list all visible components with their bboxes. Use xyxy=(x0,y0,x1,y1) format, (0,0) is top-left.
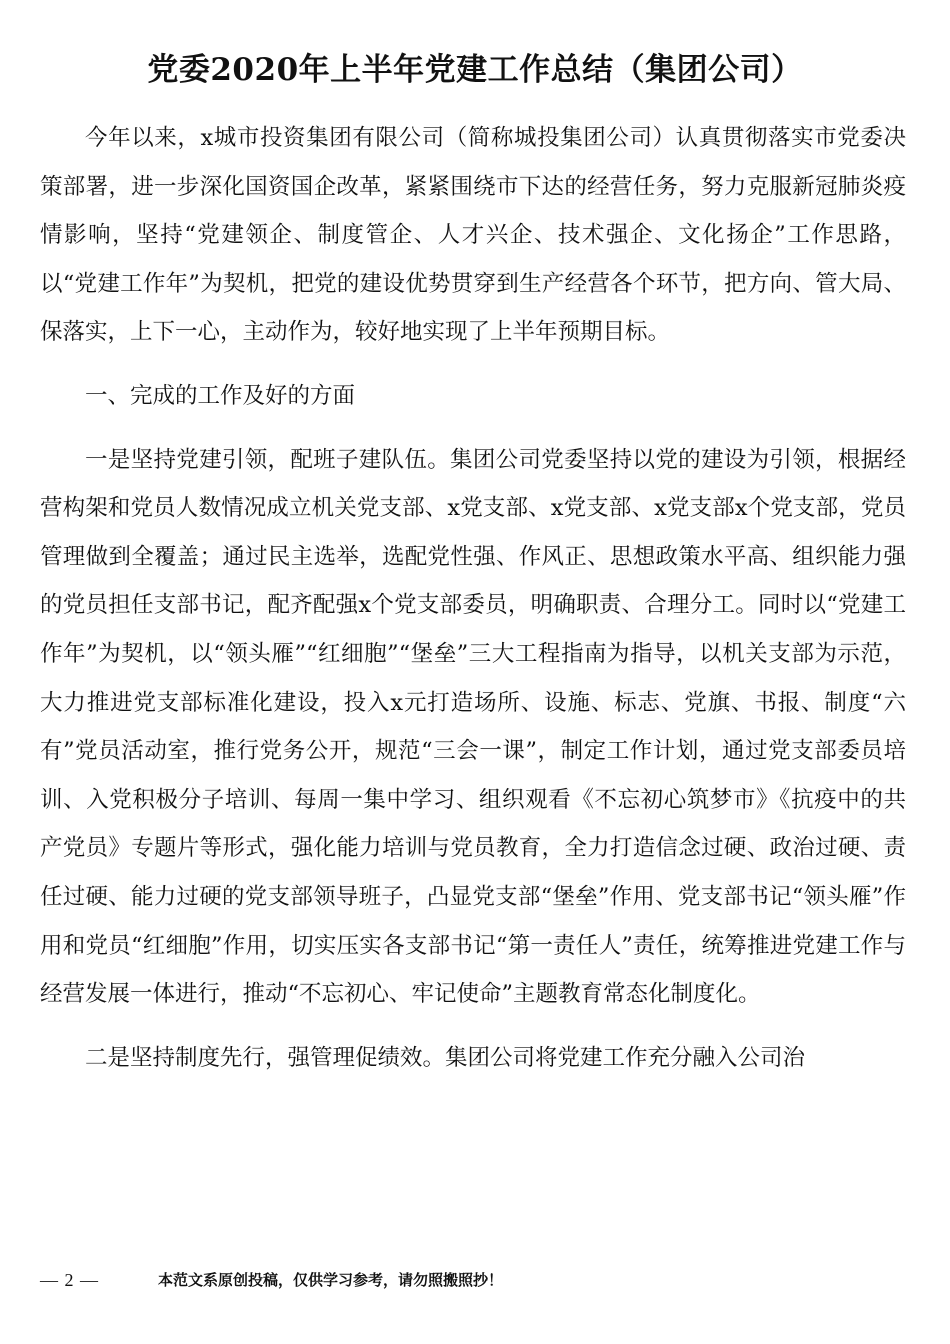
document-body xyxy=(40,114,906,1097)
intro-paragraph: 今年以来，x城市投资集团有限公司（简称城投集团公司）认真贯彻落实市党委决策部署，进一步深化国资国企改革，紧紧围绕市下达的经营任务，努力克服新冠肺炎疫情影响，坚持“党建领企、制度管企、人才兴企、技术强企、文化扬企”工作思路，以“党建工作年”为契机，把党的建设优势贯穿到生产经营各个环节，把方向、管大局、保落实，上下一心，主动作为，较好地实现了上半年预期目标。 xyxy=(40,125,906,346)
body-paragraph-1: 一是坚持党建引领，配班子建队伍。集团公司党委坚持以党的建设为引领，根据经营构架和党员人数情况成立机关党支部、x党支部、x党支部、x党支部x个党支部，党员管理做到全覆盖；通过民主选举，选配党性强、作风正、思想政策水平高、组织能力强的党员担任支部书记，配齐配强x个党支部委员，明确职责、合理分工。同时以“党建工作年”为契机，以“领头雁”“红细胞”“堡垒”三大工程指南为指导，以机关支部为示范，大力推进党支部标准化建设，投入x元打造场所、设施、标志、党旗、书报、制度“六有”党员活动室，推行党务公开，规范“三会一课”，制定工作计划，通过党支部委员培训、入党积极分子培训、每周一集中学习、组织观看《不忘初心筑梦市》《抗疫中的共产党员》专题片等形式，强化能力培训与党员教育，全力打造信念过硬、政治过硬、责任过硬、能力过硬的党支部领导班子，凸显党支部“堡垒”作用、党支部书记“领头雁”作用和党员“红细胞”作用，切实压实各支部书记“第一责任人”责任，统筹推进党建工作与经营发展一体进行，推动“不忘初心、牢记使命”主题教育常态化制度化。 xyxy=(40,446,906,1008)
page-number: — 2 — xyxy=(40,1270,99,1290)
section-heading: 一、完成的工作及好的方面 xyxy=(85,382,356,409)
document-title: 党委2020年上半年党建工作总结（集团公司） xyxy=(147,52,803,88)
body-paragraph-2: 二是坚持制度先行，强管理促绩效。集团公司将党建工作充分融入公司治 xyxy=(85,1044,806,1071)
footer-note: 本范文系原创投稿，仅供学习参考，请勿照搬照抄！ xyxy=(158,1271,504,1289)
page-footer xyxy=(0,1266,950,1294)
